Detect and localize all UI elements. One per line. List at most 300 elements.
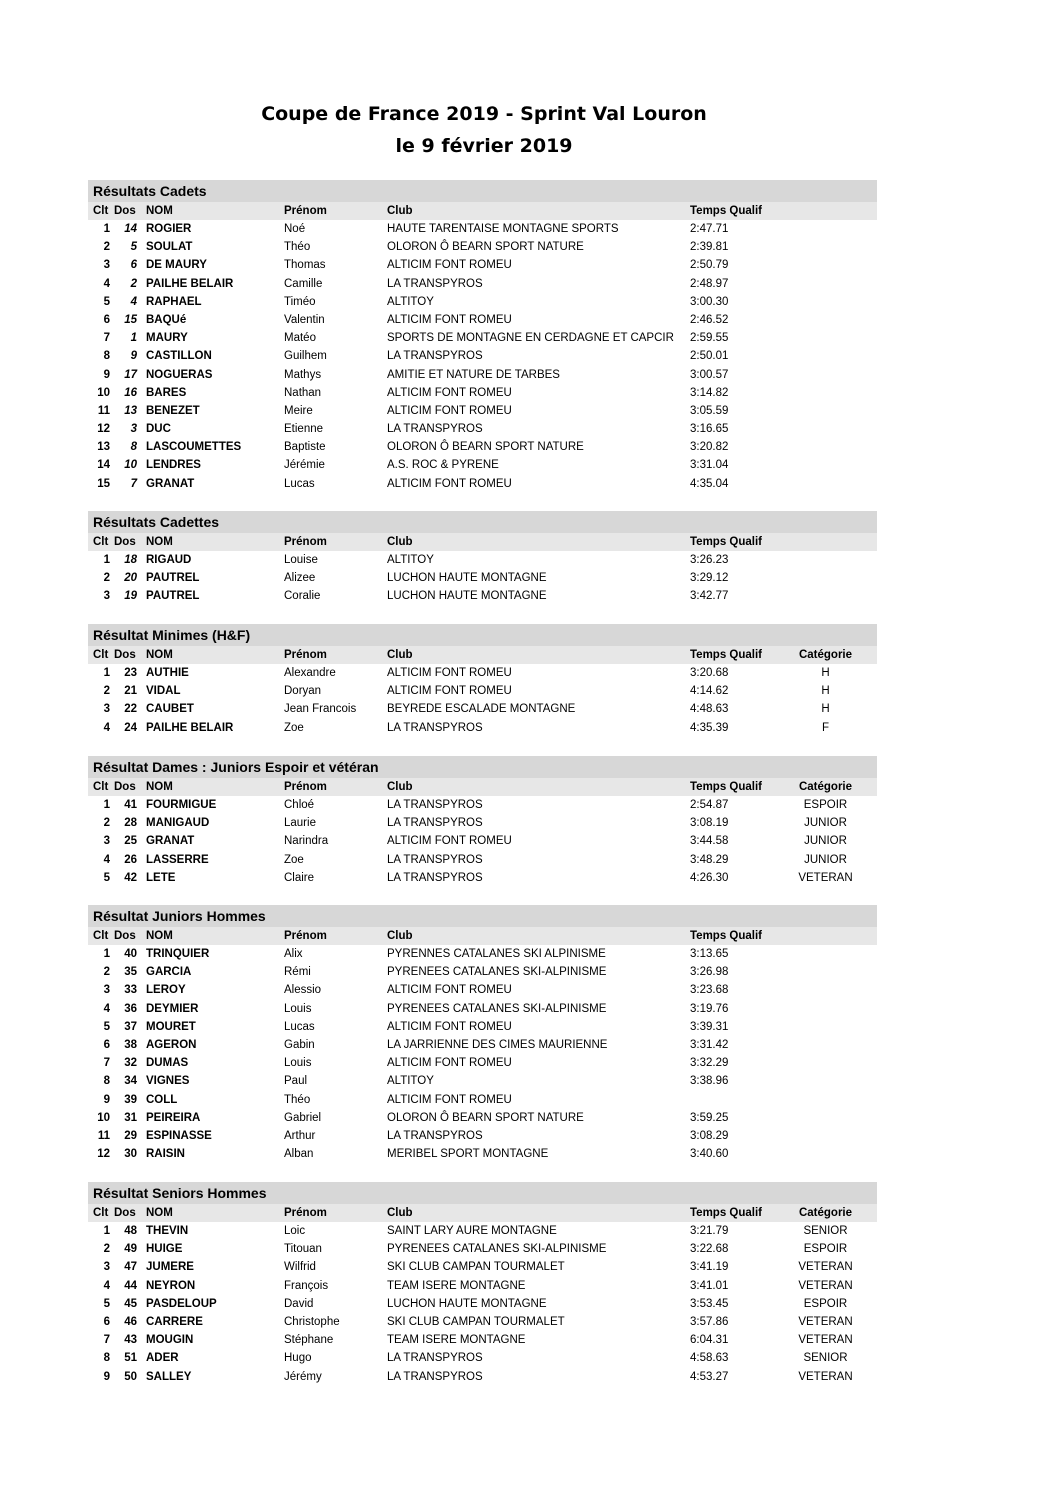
cell-clt: 2: [103, 817, 110, 830]
table-row: [88, 832, 877, 850]
table-row: [88, 963, 877, 981]
cell-prenom: Matéo: [284, 332, 316, 345]
cell-temps: 3:19.76: [690, 1002, 729, 1015]
cell-prenom: Alessio: [284, 984, 322, 997]
column-header-row: [88, 533, 877, 551]
cell-dos: 43: [124, 1334, 137, 1347]
cell-dos: 24: [124, 721, 137, 734]
cell-club: AMITIE ET NATURE DE TARBES: [387, 368, 560, 381]
cell-temps: 3:38.96: [690, 1075, 729, 1088]
cell-clt: 13: [97, 441, 110, 454]
cell-club: SKI CLUB CAMPAN TOURMALET: [387, 1315, 565, 1328]
cell-temps: 6:04.31: [690, 1334, 729, 1347]
table-row: [88, 329, 877, 347]
cell-prenom: Mathys: [284, 368, 322, 381]
cell-temps: 3:22.68: [690, 1243, 729, 1256]
cell-club: LA TRANSPYROS: [387, 817, 483, 830]
table-row: [88, 945, 877, 963]
cell-club: ALTITOY: [387, 554, 434, 566]
cell-dos: 16: [124, 386, 137, 399]
cell-prenom: Louis: [284, 1057, 312, 1070]
cell-nom: BENEZET: [146, 404, 200, 417]
cell-clt: 7: [103, 1057, 110, 1070]
cell-temps: 4:35.39: [690, 721, 729, 734]
table-row: [88, 1295, 877, 1313]
cell-clt: 2: [103, 572, 110, 585]
cell-temps: 3:23.68: [690, 984, 729, 997]
table-row: [88, 569, 877, 587]
column-header-club: Club: [387, 649, 413, 661]
table-row: [88, 587, 877, 605]
cell-nom: RAPHAEL: [146, 295, 202, 308]
cell-club: TEAM ISERE MONTAGNE: [387, 1334, 526, 1347]
cell-club: LA TRANSPYROS: [387, 799, 483, 811]
column-header-temps: Temps Qualif: [690, 1207, 762, 1219]
cell-clt: 5: [103, 1297, 110, 1310]
cell-cat: VETERAN: [798, 871, 853, 884]
cell-nom: GARCIA: [146, 966, 192, 979]
cell-prenom: Arthur: [284, 1129, 316, 1142]
cell-clt: 10: [97, 386, 110, 399]
column-header-clt: Clt: [93, 930, 109, 942]
cell-nom: ADER: [146, 1352, 179, 1365]
section-heading: Résultat Juniors Hommes: [88, 905, 877, 927]
cell-temps: 3:13.65: [690, 948, 729, 960]
cell-prenom: Thomas: [284, 259, 326, 272]
cell-clt: 7: [103, 1334, 110, 1347]
cell-prenom: Timéo: [284, 295, 316, 308]
cell-dos: 35: [124, 966, 137, 979]
cell-temps: 2:48.97: [690, 277, 729, 290]
cell-dos: 17: [124, 368, 137, 381]
cell-dos: 18: [124, 554, 137, 566]
cell-clt: 10: [97, 1111, 110, 1124]
cell-nom: MANIGAUD: [146, 817, 210, 830]
cell-nom: MAURY: [146, 332, 188, 345]
cell-temps: 3:29.12: [690, 572, 729, 585]
cell-club: LA TRANSPYROS: [387, 423, 483, 436]
cell-dos: 48: [124, 1225, 137, 1237]
cell-dos: 10: [124, 459, 137, 472]
cell-nom: NEYRON: [146, 1279, 196, 1292]
cell-dos: 5: [130, 241, 137, 254]
cell-nom: LETE: [146, 871, 176, 884]
cell-prenom: Paul: [284, 1075, 308, 1088]
cell-temps: 4:14.62: [690, 685, 729, 698]
cell-clt: 4: [103, 1002, 110, 1015]
table-row: [88, 1072, 877, 1090]
column-header-dos: Dos: [114, 1207, 136, 1219]
cell-clt: 6: [103, 1315, 110, 1328]
cell-nom: DUMAS: [146, 1057, 189, 1070]
cell-prenom: Jérémie: [284, 459, 325, 472]
cell-cat: JUNIOR: [804, 853, 847, 866]
cell-clt: 11: [97, 1129, 110, 1142]
cell-nom: PAILHE BELAIR: [146, 721, 234, 734]
column-header-clt: Clt: [93, 1207, 109, 1219]
cell-club: ALTICIM FONT ROMEU: [387, 1093, 512, 1106]
table-row: [88, 347, 877, 365]
cell-temps: 4:53.27: [690, 1370, 729, 1383]
cell-nom: CASTILLON: [146, 350, 212, 363]
cell-cat: JUNIOR: [804, 835, 847, 848]
cell-dos: 1: [130, 332, 137, 345]
cell-temps: 3:57.86: [690, 1315, 729, 1328]
cell-club: ALTICIM FONT ROMEU: [387, 404, 512, 417]
cell-dos: 29: [124, 1129, 137, 1142]
cell-temps: 3:00.30: [690, 295, 729, 308]
cell-prenom: Lucas: [284, 477, 315, 490]
cell-nom: ESPINASSE: [146, 1129, 212, 1142]
column-header-nom: NOM: [146, 649, 173, 661]
cell-clt: 3: [103, 1261, 110, 1274]
cell-dos: 30: [124, 1148, 137, 1161]
cell-club: ALTICIM FONT ROMEU: [387, 667, 512, 679]
column-header-club: Club: [387, 781, 413, 793]
cell-nom: DE MAURY: [146, 259, 207, 272]
cell-temps: 3:14.82: [690, 386, 729, 399]
cell-temps: 3:48.29: [690, 853, 729, 866]
cell-clt: 8: [103, 1075, 110, 1088]
cell-prenom: Christophe: [284, 1315, 340, 1328]
column-header-row: [88, 927, 877, 945]
column-header-clt: Clt: [93, 205, 109, 217]
cell-nom: THEVIN: [146, 1225, 189, 1237]
cell-dos: 28: [124, 817, 137, 830]
cell-prenom: Claire: [284, 871, 315, 884]
cell-dos: 49: [124, 1243, 137, 1256]
column-header-dos: Dos: [114, 781, 136, 793]
table-row: [88, 311, 877, 329]
cell-prenom: Valentin: [284, 313, 325, 326]
cell-club: ALTICIM FONT ROMEU: [387, 835, 512, 848]
cell-clt: 14: [97, 459, 110, 472]
cell-dos: 21: [124, 685, 137, 698]
cell-nom: PEIREIRA: [146, 1111, 201, 1124]
table-row: [88, 551, 877, 569]
column-header-row: [88, 202, 877, 220]
cell-temps: 3:41.01: [690, 1279, 729, 1292]
cell-club: LUCHON HAUTE MONTAGNE: [387, 590, 547, 603]
cell-club: A.S. ROC & PYRENE: [387, 459, 499, 472]
results-section: [88, 905, 877, 1163]
table-row: [88, 1018, 877, 1036]
cell-temps: 3:31.04: [690, 459, 729, 472]
cell-club: LA TRANSPYROS: [387, 1129, 483, 1142]
cell-prenom: Louis: [284, 1002, 312, 1015]
column-header-club: Club: [387, 1207, 413, 1219]
cell-nom: AUTHIE: [146, 667, 189, 679]
column-header-prenom: Prénom: [284, 536, 327, 548]
cell-prenom: Stéphane: [284, 1334, 334, 1347]
results-section: [88, 756, 877, 887]
cell-temps: 2:39.81: [690, 241, 729, 254]
cell-clt: 12: [97, 423, 110, 436]
cell-nom: HUIGE: [146, 1243, 183, 1256]
cell-prenom: Louise: [284, 554, 318, 566]
cell-dos: 36: [124, 1002, 137, 1015]
cell-prenom: Chloé: [284, 799, 315, 811]
cell-nom: JUMERE: [146, 1261, 194, 1274]
cell-clt: 8: [103, 350, 110, 363]
cell-nom: PAUTREL: [146, 572, 200, 585]
cell-club: LA TRANSPYROS: [387, 277, 483, 290]
cell-club: ALTICIM FONT ROMEU: [387, 1057, 512, 1070]
cell-club: ALTITOY: [387, 1075, 434, 1088]
cell-dos: 20: [124, 572, 137, 585]
cell-cat: VETERAN: [798, 1315, 853, 1328]
table-row: [88, 1240, 877, 1258]
cell-nom: MOURET: [146, 1020, 196, 1033]
cell-nom: GRANAT: [146, 835, 195, 848]
cell-dos: 41: [124, 799, 137, 811]
column-header-dos: Dos: [114, 649, 136, 661]
column-header-prenom: Prénom: [284, 1207, 327, 1219]
column-header-nom: NOM: [146, 781, 173, 793]
cell-cat: F: [821, 721, 830, 734]
column-header-row: [88, 646, 877, 664]
section-heading: Résultat Seniors Hommes: [88, 1182, 877, 1204]
column-header-dos: Dos: [114, 205, 136, 217]
cell-nom: DUC: [146, 423, 171, 436]
cell-clt: 4: [103, 1279, 110, 1292]
cell-club: ALTICIM FONT ROMEU: [387, 259, 512, 272]
cell-temps: 2:46.52: [690, 313, 729, 326]
cell-clt: 11: [97, 404, 110, 417]
table-row: [88, 796, 877, 814]
cell-clt: 6: [103, 313, 110, 326]
cell-club: LA TRANSPYROS: [387, 721, 483, 734]
cell-nom: PAUTREL: [146, 590, 200, 603]
cell-prenom: Jean Francois: [284, 703, 357, 716]
cell-club: PYRENEES CATALANES SKI-ALPINISME: [387, 1243, 607, 1256]
cell-temps: 3:31.42: [690, 1038, 729, 1051]
cell-dos: 3: [130, 423, 137, 436]
cell-cat: VETERAN: [798, 1261, 853, 1274]
table-row: [88, 1091, 877, 1109]
cell-club: LA TRANSPYROS: [387, 1352, 483, 1365]
cell-club: LA JARRIENNE DES CIMES MAURIENNE: [387, 1038, 608, 1051]
cell-nom: DEYMIER: [146, 1002, 199, 1015]
column-header-temps: Temps Qualif: [690, 205, 762, 217]
column-header-temps: Temps Qualif: [690, 649, 762, 661]
cell-dos: 6: [130, 259, 137, 272]
cell-dos: 8: [130, 441, 137, 454]
cell-cat: H: [821, 685, 830, 698]
cell-clt: 15: [97, 477, 110, 490]
cell-dos: 42: [124, 871, 137, 884]
cell-nom: ROGIER: [146, 223, 192, 235]
cell-temps: 2:50.79: [690, 259, 729, 272]
table-row: [88, 1036, 877, 1054]
cell-temps: 4:58.63: [690, 1352, 729, 1365]
cell-cat: VETERAN: [798, 1279, 853, 1292]
cell-temps: 3:05.59: [690, 404, 729, 417]
cell-club: ALTICIM FONT ROMEU: [387, 685, 512, 698]
column-header-cat: Catégorie: [798, 781, 853, 793]
table-row: [88, 851, 877, 869]
table-row: [88, 1054, 877, 1072]
cell-clt: 9: [103, 1093, 110, 1106]
cell-nom: CAUBET: [146, 703, 194, 716]
cell-prenom: Loic: [284, 1225, 306, 1237]
column-header-nom: NOM: [146, 1207, 173, 1219]
cell-club: OLORON Ô BEARN SPORT NATURE: [387, 241, 584, 254]
cell-prenom: Jérémy: [284, 1370, 322, 1383]
cell-temps: 3:42.77: [690, 590, 729, 603]
cell-dos: 34: [124, 1075, 137, 1088]
column-header-nom: NOM: [146, 205, 173, 217]
table-row: [88, 1109, 877, 1127]
cell-nom: AGERON: [146, 1038, 197, 1051]
cell-dos: 9: [130, 350, 137, 363]
section-heading: Résultats Cadets: [88, 180, 877, 202]
cell-dos: 39: [124, 1093, 137, 1106]
column-header-nom: NOM: [146, 536, 173, 548]
cell-prenom: Rémi: [284, 966, 311, 979]
cell-prenom: Alexandre: [284, 667, 336, 679]
table-row: [88, 1222, 877, 1240]
cell-dos: 50: [124, 1370, 137, 1383]
cell-nom: LEROY: [146, 984, 186, 997]
table-row: [88, 366, 877, 384]
results-section: [88, 624, 877, 737]
cell-temps: 3:21.79: [690, 1225, 729, 1237]
column-header-clt: Clt: [93, 649, 109, 661]
cell-club: PYRENEES CATALANES SKI-ALPINISME: [387, 1002, 607, 1015]
cell-cat: SENIOR: [803, 1352, 848, 1365]
table-row: [88, 1331, 877, 1349]
column-header-temps: Temps Qualif: [690, 930, 762, 942]
cell-prenom: Zoe: [284, 721, 304, 734]
cell-clt: 5: [103, 871, 110, 884]
cell-clt: 4: [103, 853, 110, 866]
cell-dos: 22: [124, 703, 137, 716]
cell-clt: 9: [103, 1370, 110, 1383]
cell-clt: 1: [103, 223, 110, 235]
cell-cat: ESPOIR: [803, 1243, 848, 1256]
cell-temps: 3:39.31: [690, 1020, 729, 1033]
column-header-clt: Clt: [93, 536, 109, 548]
cell-club: SPORTS DE MONTAGNE EN CERDAGNE ET CAPCIR: [387, 332, 674, 345]
cell-nom: MOUGIN: [146, 1334, 194, 1347]
cell-temps: 2:47.71: [690, 223, 729, 235]
table-row: [88, 384, 877, 402]
cell-temps: 4:26.30: [690, 871, 729, 884]
cell-nom: LASCOUMETTES: [146, 441, 242, 454]
cell-dos: 19: [124, 590, 137, 603]
cell-nom: NOGUERAS: [146, 368, 213, 381]
cell-dos: 4: [130, 295, 137, 308]
cell-dos: 32: [124, 1057, 137, 1070]
column-header-dos: Dos: [114, 536, 136, 548]
column-header-prenom: Prénom: [284, 205, 327, 217]
cell-clt: 1: [103, 554, 110, 566]
cell-dos: 45: [124, 1297, 137, 1310]
cell-prenom: Théo: [284, 1093, 311, 1106]
cell-clt: 4: [103, 277, 110, 290]
cell-clt: 2: [103, 1243, 110, 1256]
cell-club: OLORON Ô BEARN SPORT NATURE: [387, 441, 584, 454]
cell-cat: ESPOIR: [803, 1297, 848, 1310]
cell-temps: 3:00.57: [690, 368, 729, 381]
cell-nom: VIDAL: [146, 685, 181, 698]
cell-club: LA TRANSPYROS: [387, 871, 483, 884]
results-section: [88, 180, 877, 493]
results-section: [88, 1182, 877, 1386]
cell-clt: 6: [103, 1038, 110, 1051]
cell-dos: 37: [124, 1020, 137, 1033]
cell-prenom: Théo: [284, 241, 311, 254]
cell-club: ALTICIM FONT ROMEU: [387, 984, 512, 997]
table-row: [88, 814, 877, 832]
table-row: [88, 402, 877, 420]
cell-nom: BARES: [146, 386, 187, 399]
cell-clt: 1: [103, 799, 110, 811]
cell-clt: 12: [97, 1148, 110, 1161]
cell-clt: 2: [103, 685, 110, 698]
cell-prenom: Zoe: [284, 853, 304, 866]
table-row: [88, 682, 877, 700]
cell-cat: H: [821, 703, 830, 716]
table-row: [88, 700, 877, 718]
cell-prenom: Etienne: [284, 423, 324, 436]
cell-club: LUCHON HAUTE MONTAGNE: [387, 1297, 547, 1310]
table-row: [88, 1000, 877, 1018]
column-header-temps: Temps Qualif: [690, 536, 762, 548]
section-heading: Résultats Cadettes: [88, 511, 877, 533]
cell-prenom: Gabin: [284, 1038, 315, 1051]
cell-temps: 4:48.63: [690, 703, 729, 716]
column-header-temps: Temps Qualif: [690, 781, 762, 793]
cell-temps: 4:35.04: [690, 477, 729, 490]
document-title: Coupe de France 2019 - Sprint Val Louron: [261, 103, 707, 125]
cell-prenom: Lucas: [284, 1020, 315, 1033]
cell-club: ALTICIM FONT ROMEU: [387, 313, 512, 326]
cell-dos: 14: [124, 223, 137, 235]
cell-dos: 31: [124, 1111, 137, 1124]
cell-temps: 3:59.25: [690, 1111, 729, 1124]
cell-club: SKI CLUB CAMPAN TOURMALET: [387, 1261, 565, 1274]
cell-prenom: Alban: [284, 1148, 314, 1161]
cell-clt: 5: [103, 295, 110, 308]
cell-temps: 3:32.29: [690, 1057, 729, 1070]
table-row: [88, 456, 877, 474]
cell-dos: 26: [124, 853, 137, 866]
cell-clt: 5: [103, 1020, 110, 1033]
cell-temps: 2:50.01: [690, 350, 729, 363]
cell-dos: 46: [124, 1315, 137, 1328]
cell-dos: 51: [124, 1352, 137, 1365]
cell-prenom: Coralie: [284, 590, 321, 603]
cell-cat: JUNIOR: [804, 817, 847, 830]
cell-clt: 3: [103, 835, 110, 848]
cell-dos: 23: [124, 667, 137, 679]
cell-temps: 3:53.45: [690, 1297, 729, 1310]
cell-clt: 3: [103, 590, 110, 603]
column-header-row: [88, 1204, 877, 1222]
cell-club: ALTICIM FONT ROMEU: [387, 386, 512, 399]
table-row: [88, 869, 877, 887]
cell-prenom: Laurie: [284, 817, 316, 830]
cell-nom: VIGNES: [146, 1075, 190, 1088]
cell-clt: 2: [103, 241, 110, 254]
cell-temps: 3:44.58: [690, 835, 729, 848]
cell-nom: BAQUé: [146, 313, 187, 326]
cell-club: ALTICIM FONT ROMEU: [387, 477, 512, 490]
cell-clt: 1: [103, 1225, 110, 1237]
cell-prenom: Narindra: [284, 835, 329, 848]
